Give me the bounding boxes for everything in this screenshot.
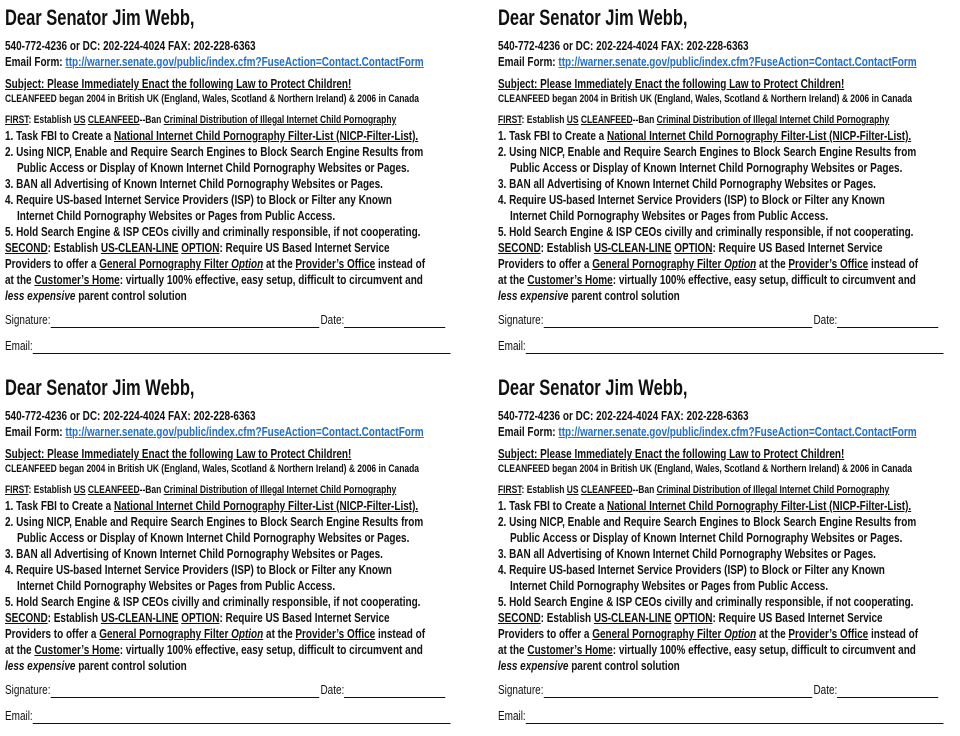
first-text: : Establish bbox=[28, 114, 74, 126]
home-tail: : virtually 100% effective, easy setup, difficult to circumvent and bbox=[119, 642, 423, 657]
date-field[interactable] bbox=[344, 684, 445, 698]
email-form-label: Email Form: bbox=[5, 54, 66, 69]
less-expensive: less expensive bbox=[5, 288, 76, 303]
first-dash: --Ban bbox=[139, 484, 164, 496]
email-field[interactable] bbox=[33, 710, 451, 724]
first-dash: --Ban bbox=[632, 484, 657, 496]
first-heading bbox=[5, 483, 470, 498]
first-ban: Criminal Distribution of Illegal Internet Child Pornography bbox=[656, 484, 890, 496]
signature-row bbox=[498, 682, 960, 698]
providers-option: Option bbox=[231, 626, 264, 641]
item-1-prefix: 1. Task FBI to Create a bbox=[5, 128, 115, 143]
cleanfeed-note: CLEANFEED began 2004 in British UK (England, Wales, Scotland & Northern Ireland) & 2006 in Canada bbox=[5, 93, 419, 105]
less-expensive: less expensive bbox=[498, 288, 569, 303]
signature-row bbox=[5, 312, 470, 328]
date-field[interactable] bbox=[837, 314, 938, 328]
second-heading bbox=[5, 240, 470, 256]
first-text: : Establish bbox=[28, 484, 74, 496]
second-option: OPTION bbox=[674, 610, 713, 625]
first-cleanfeed: CLEANFEED bbox=[580, 114, 633, 126]
first-heading bbox=[5, 113, 470, 128]
second-clean-line: US-CLEAN-LINE bbox=[593, 610, 672, 625]
second-text-b: : Require US Based Internet Service bbox=[219, 240, 390, 255]
second-heading bbox=[498, 610, 960, 626]
email-label: Email: bbox=[498, 708, 526, 723]
home-tail: : virtually 100% effective, easy setup, difficult to circumvent and bbox=[612, 272, 916, 287]
item-3: 3. BAN all Advertising of Known Internet Child Pornography Websites or Pages. bbox=[5, 546, 383, 561]
item-4-line-1: 4. Require US-based Internet Service Providers (ISP) to Block or Filter any Known bbox=[498, 192, 885, 207]
providers-at: at the bbox=[756, 626, 789, 641]
home-line bbox=[498, 642, 960, 658]
less-expensive: less expensive bbox=[5, 658, 76, 673]
providers-line bbox=[498, 256, 960, 272]
second-text-b: : Require US Based Internet Service bbox=[712, 610, 883, 625]
providers-at: at the bbox=[263, 256, 296, 271]
home-text: at the bbox=[498, 272, 528, 287]
item-3: 3. BAN all Advertising of Known Internet Child Pornography Websites or Pages. bbox=[5, 176, 383, 191]
providers-office: Provider’s Office bbox=[295, 626, 376, 641]
first-ban: Criminal Distribution of Illegal Internet Child Pornography bbox=[163, 114, 397, 126]
first-us: US bbox=[566, 484, 579, 496]
email-field[interactable] bbox=[526, 340, 944, 354]
home-tail: : virtually 100% effective, easy setup, difficult to circumvent and bbox=[119, 272, 423, 287]
item-1 bbox=[5, 498, 470, 514]
letter-body bbox=[498, 374, 960, 724]
item-4-line-2: Internet Child Pornography Websites or Pages from Public Access. bbox=[510, 208, 829, 223]
item-1 bbox=[498, 128, 960, 144]
date-label: Date: bbox=[813, 312, 838, 327]
email-form-line bbox=[498, 54, 960, 70]
item-2-line-1: 2. Using NICP, Enable and Require Search Engines to Block Search Engine Results from bbox=[498, 514, 917, 529]
second-clean-line: US-CLEAN-LINE bbox=[100, 610, 179, 625]
email-form-line bbox=[498, 424, 960, 440]
date-field[interactable] bbox=[344, 314, 445, 328]
signature-field[interactable] bbox=[543, 314, 812, 328]
phone-line: 540-772-4236 or DC: 202-224-4024 FAX: 202-228-6363 bbox=[498, 38, 749, 53]
first-label: FIRST bbox=[498, 484, 522, 496]
providers-filter: General Pornography Filter bbox=[99, 256, 232, 271]
first-cleanfeed: CLEANFEED bbox=[87, 114, 140, 126]
email-row bbox=[5, 708, 470, 724]
providers-filter: General Pornography Filter bbox=[592, 256, 725, 271]
email-label: Email: bbox=[5, 708, 33, 723]
home-text: at the bbox=[5, 272, 35, 287]
item-1-prefix: 1. Task FBI to Create a bbox=[498, 128, 608, 143]
home-line bbox=[5, 272, 470, 288]
less-tail: parent control solution bbox=[568, 658, 680, 673]
subject-line: Subject: Please Immediately Enact the following Law to Protect Children! bbox=[5, 76, 352, 91]
providers-tail: instead of bbox=[868, 256, 919, 271]
letter-card-2 bbox=[498, 4, 960, 366]
signature-label: Signature: bbox=[5, 682, 51, 697]
second-heading bbox=[5, 610, 470, 626]
item-2-line-1: 2. Using NICP, Enable and Require Search Engines to Block Search Engine Results from bbox=[498, 144, 917, 159]
less-expensive-line bbox=[498, 288, 960, 304]
second-text: : Establish bbox=[47, 610, 101, 625]
first-heading bbox=[498, 483, 960, 498]
signature-row bbox=[498, 312, 960, 328]
date-label: Date: bbox=[320, 682, 345, 697]
email-label: Email: bbox=[498, 338, 526, 353]
less-tail: parent control solution bbox=[568, 288, 680, 303]
first-dash: --Ban bbox=[139, 114, 164, 126]
phone-line: 540-772-4236 or DC: 202-224-4024 FAX: 202-228-6363 bbox=[498, 408, 749, 423]
home-tail: : virtually 100% effective, easy setup, difficult to circumvent and bbox=[612, 642, 916, 657]
letter-greeting: Dear Senator Jim Webb, bbox=[498, 5, 688, 30]
providers-option: Option bbox=[724, 256, 757, 271]
date-label: Date: bbox=[813, 682, 838, 697]
second-text: : Establish bbox=[540, 240, 594, 255]
email-row bbox=[498, 708, 960, 724]
home-link: Customer’s Home bbox=[527, 272, 613, 287]
first-ban: Criminal Distribution of Illegal Internet Child Pornography bbox=[163, 484, 397, 496]
providers-option: Option bbox=[231, 256, 264, 271]
first-dash: --Ban bbox=[632, 114, 657, 126]
email-form-link[interactable]: ttp://warner.senate.gov/public/index.cfm?FuseAction=Contact.ContactForm bbox=[65, 424, 424, 439]
first-cleanfeed: CLEANFEED bbox=[87, 484, 140, 496]
home-text: at the bbox=[5, 642, 35, 657]
providers-text: Providers to offer a bbox=[498, 626, 593, 641]
first-text: : Establish bbox=[521, 114, 567, 126]
letter-card-3 bbox=[5, 374, 480, 736]
first-cleanfeed: CLEANFEED bbox=[580, 484, 633, 496]
home-link: Customer’s Home bbox=[527, 642, 613, 657]
item-2-line-2: Public Access or Display of Known Internet Child Pornography Websites or Pages. bbox=[510, 160, 903, 175]
providers-text: Providers to offer a bbox=[5, 626, 100, 641]
first-label: FIRST bbox=[5, 484, 29, 496]
second-text-b: : Require US Based Internet Service bbox=[219, 610, 390, 625]
providers-office: Provider’s Office bbox=[788, 256, 869, 271]
providers-at: at the bbox=[756, 256, 789, 271]
subject-line: Subject: Please Immediately Enact the following Law to Protect Children! bbox=[498, 446, 845, 461]
first-text: : Establish bbox=[521, 484, 567, 496]
item-1-link: National Internet Child Pornography Filter-List (NICP-Filter-List). bbox=[114, 498, 419, 513]
first-us: US bbox=[566, 114, 579, 126]
email-form-label: Email Form: bbox=[5, 424, 66, 439]
email-form-label: Email Form: bbox=[498, 54, 559, 69]
providers-office: Provider’s Office bbox=[295, 256, 376, 271]
email-form-link[interactable]: ttp://warner.senate.gov/public/index.cfm?FuseAction=Contact.ContactForm bbox=[558, 54, 917, 69]
home-line bbox=[498, 272, 960, 288]
second-label: SECOND bbox=[498, 240, 541, 255]
first-label: FIRST bbox=[498, 114, 522, 126]
first-us: US bbox=[73, 114, 86, 126]
item-3: 3. BAN all Advertising of Known Internet Child Pornography Websites or Pages. bbox=[498, 546, 876, 561]
item-4-line-2: Internet Child Pornography Websites or Pages from Public Access. bbox=[17, 208, 336, 223]
item-1 bbox=[5, 128, 470, 144]
signature-field[interactable] bbox=[50, 684, 319, 698]
less-expensive: less expensive bbox=[498, 658, 569, 673]
cleanfeed-note: CLEANFEED began 2004 in British UK (England, Wales, Scotland & Northern Ireland) & 2006 in Canada bbox=[498, 463, 912, 475]
letter-card-1 bbox=[5, 4, 480, 366]
email-form-line bbox=[5, 424, 470, 440]
providers-option: Option bbox=[724, 626, 757, 641]
item-4-line-1: 4. Require US-based Internet Service Providers (ISP) to Block or Filter any Known bbox=[5, 562, 392, 577]
item-1-prefix: 1. Task FBI to Create a bbox=[498, 498, 608, 513]
first-ban: Criminal Distribution of Illegal Internet Child Pornography bbox=[656, 114, 890, 126]
letter-greeting: Dear Senator Jim Webb, bbox=[5, 5, 195, 30]
letter-body bbox=[5, 4, 470, 354]
email-row bbox=[5, 338, 470, 354]
providers-filter: General Pornography Filter bbox=[592, 626, 725, 641]
providers-at: at the bbox=[263, 626, 296, 641]
second-option: OPTION bbox=[181, 240, 220, 255]
item-2-line-1: 2. Using NICP, Enable and Require Search Engines to Block Search Engine Results from bbox=[5, 514, 424, 529]
phone-line: 540-772-4236 or DC: 202-224-4024 FAX: 202-228-6363 bbox=[5, 408, 256, 423]
item-5: 5. Hold Search Engine & ISP CEOs civilly and criminally responsible, if not cooperating. bbox=[5, 224, 421, 239]
item-4-line-1: 4. Require US-based Internet Service Providers (ISP) to Block or Filter any Known bbox=[5, 192, 392, 207]
signature-field[interactable] bbox=[50, 314, 319, 328]
home-link: Customer’s Home bbox=[34, 642, 120, 657]
phone-line: 540-772-4236 or DC: 202-224-4024 FAX: 202-228-6363 bbox=[5, 38, 256, 53]
less-expensive-line bbox=[498, 658, 960, 674]
first-us: US bbox=[73, 484, 86, 496]
home-text: at the bbox=[498, 642, 528, 657]
signature-field[interactable] bbox=[543, 684, 812, 698]
letter-greeting: Dear Senator Jim Webb, bbox=[5, 375, 195, 400]
less-tail: parent control solution bbox=[75, 288, 187, 303]
second-heading bbox=[498, 240, 960, 256]
item-1 bbox=[498, 498, 960, 514]
email-label: Email: bbox=[5, 338, 33, 353]
date-field[interactable] bbox=[837, 684, 938, 698]
providers-office: Provider’s Office bbox=[788, 626, 869, 641]
email-form-link[interactable]: ttp://warner.senate.gov/public/index.cfm?FuseAction=Contact.ContactForm bbox=[558, 424, 917, 439]
letter-body bbox=[498, 4, 960, 354]
providers-line bbox=[498, 626, 960, 642]
item-2-line-1: 2. Using NICP, Enable and Require Search Engines to Block Search Engine Results from bbox=[5, 144, 424, 159]
item-1-link: National Internet Child Pornography Filter-List (NICP-Filter-List). bbox=[607, 498, 912, 513]
providers-filter: General Pornography Filter bbox=[99, 626, 232, 641]
providers-line bbox=[5, 256, 470, 272]
less-expensive-line bbox=[5, 288, 470, 304]
item-2-line-2: Public Access or Display of Known Internet Child Pornography Websites or Pages. bbox=[17, 530, 410, 545]
item-1-prefix: 1. Task FBI to Create a bbox=[5, 498, 115, 513]
second-clean-line: US-CLEAN-LINE bbox=[593, 240, 672, 255]
providers-line bbox=[5, 626, 470, 642]
item-5: 5. Hold Search Engine & ISP CEOs civilly and criminally responsible, if not cooperating. bbox=[5, 594, 421, 609]
letter-card-4 bbox=[498, 374, 960, 736]
email-form-link[interactable]: ttp://warner.senate.gov/public/index.cfm?FuseAction=Contact.ContactForm bbox=[65, 54, 424, 69]
item-5: 5. Hold Search Engine & ISP CEOs civilly and criminally responsible, if not cooperating. bbox=[498, 594, 914, 609]
first-label: FIRST bbox=[5, 114, 29, 126]
signature-label: Signature: bbox=[498, 312, 544, 327]
providers-tail: instead of bbox=[375, 626, 426, 641]
second-label: SECOND bbox=[5, 240, 48, 255]
second-text: : Establish bbox=[540, 610, 594, 625]
cleanfeed-note: CLEANFEED began 2004 in British UK (England, Wales, Scotland & Northern Ireland) & 2006 in Canada bbox=[5, 463, 419, 475]
providers-tail: instead of bbox=[868, 626, 919, 641]
item-4-line-1: 4. Require US-based Internet Service Providers (ISP) to Block or Filter any Known bbox=[498, 562, 885, 577]
second-option: OPTION bbox=[674, 240, 713, 255]
providers-tail: instead of bbox=[375, 256, 426, 271]
item-1-link: National Internet Child Pornography Filter-List (NICP-Filter-List). bbox=[607, 128, 912, 143]
home-link: Customer’s Home bbox=[34, 272, 120, 287]
subject-line: Subject: Please Immediately Enact the following Law to Protect Children! bbox=[498, 76, 845, 91]
date-label: Date: bbox=[320, 312, 345, 327]
letter-body bbox=[5, 374, 470, 724]
first-heading bbox=[498, 113, 960, 128]
signature-label: Signature: bbox=[5, 312, 51, 327]
email-form-line bbox=[5, 54, 470, 70]
letter-greeting: Dear Senator Jim Webb, bbox=[498, 375, 688, 400]
second-option: OPTION bbox=[181, 610, 220, 625]
second-text-b: : Require US Based Internet Service bbox=[712, 240, 883, 255]
signature-label: Signature: bbox=[498, 682, 544, 697]
item-1-link: National Internet Child Pornography Filter-List (NICP-Filter-List). bbox=[114, 128, 419, 143]
second-label: SECOND bbox=[5, 610, 48, 625]
item-5: 5. Hold Search Engine & ISP CEOs civilly and criminally responsible, if not cooperating. bbox=[498, 224, 914, 239]
home-line bbox=[5, 642, 470, 658]
second-clean-line: US-CLEAN-LINE bbox=[100, 240, 179, 255]
cleanfeed-note: CLEANFEED began 2004 in British UK (England, Wales, Scotland & Northern Ireland) & 2006 in Canada bbox=[498, 93, 912, 105]
email-field[interactable] bbox=[526, 710, 944, 724]
providers-text: Providers to offer a bbox=[5, 256, 100, 271]
second-label: SECOND bbox=[498, 610, 541, 625]
providers-text: Providers to offer a bbox=[498, 256, 593, 271]
email-form-label: Email Form: bbox=[498, 424, 559, 439]
less-expensive-line bbox=[5, 658, 470, 674]
email-field[interactable] bbox=[33, 340, 451, 354]
less-tail: parent control solution bbox=[75, 658, 187, 673]
item-2-line-2: Public Access or Display of Known Internet Child Pornography Websites or Pages. bbox=[510, 530, 903, 545]
item-4-line-2: Internet Child Pornography Websites or Pages from Public Access. bbox=[510, 578, 829, 593]
signature-row bbox=[5, 682, 470, 698]
item-3: 3. BAN all Advertising of Known Internet Child Pornography Websites or Pages. bbox=[498, 176, 876, 191]
subject-line: Subject: Please Immediately Enact the following Law to Protect Children! bbox=[5, 446, 352, 461]
item-4-line-2: Internet Child Pornography Websites or Pages from Public Access. bbox=[17, 578, 336, 593]
email-row bbox=[498, 338, 960, 354]
second-text: : Establish bbox=[47, 240, 101, 255]
item-2-line-2: Public Access or Display of Known Internet Child Pornography Websites or Pages. bbox=[17, 160, 410, 175]
